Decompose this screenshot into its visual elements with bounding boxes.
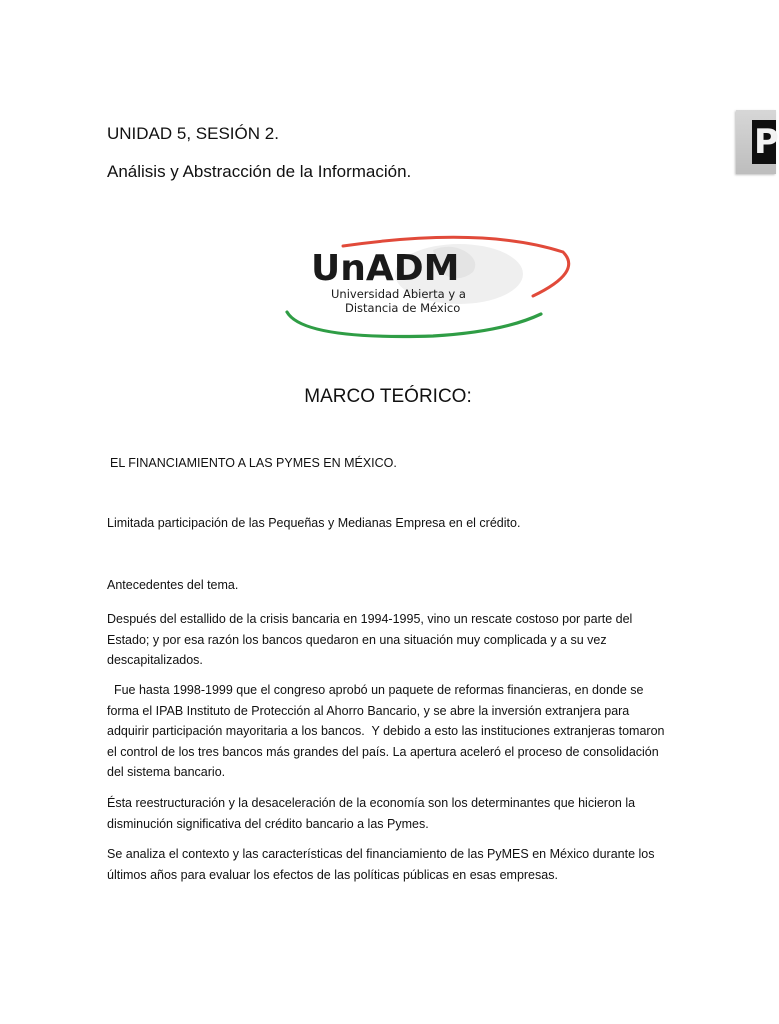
side-tab[interactable] (736, 110, 779, 174)
logo-line-2: Distancia de México (345, 301, 461, 315)
paragraph: Fue hasta 1998-1999 que el congreso aprobó un paquete de reformas financieras, en donde se forma el IPAB Instituto de Protección al Ahorro Bancario, y se abre la inversión extranjera para adquirir participación mayoritaria a los bancos. Y debido a esto las instituciones extranjeras tomaron el control de los tres bancos más grandes del país. La apertura aceleró el proceso de consolidación del sistema bancario. (107, 683, 668, 779)
subject-title: Análisis y Abstracción de la Información. (107, 162, 412, 181)
topic-title: EL FINANCIAMIENTO A LAS PYMES EN MÉXICO. (110, 456, 397, 470)
subtopic-title: Limitada participación de las Pequeñas y Medianas Empresa en el crédito. (107, 516, 521, 530)
paragraph: Ésta reestructuración y la desaceleración de la economía son los determinantes que hicieron la disminución significativa del crédito bancario a las Pymes. (107, 796, 636, 831)
paragraph: Se analiza el contexto y las características del financiamiento de las PyMES en México durante los últimos años para evaluar los efectos de las políticas públicas en esas empresas. (107, 847, 655, 882)
side-tab-letter: P (754, 122, 779, 162)
logo-wordmark: UnADM (311, 248, 460, 289)
unadm-logo (283, 232, 577, 344)
antecedentes-title: Antecedentes del tema. (107, 578, 239, 592)
unit-title: UNIDAD 5, SESIÓN 2. (107, 124, 279, 143)
section-heading: MARCO TEÓRICO: (304, 386, 472, 407)
logo-line-1: Universidad Abierta y a (331, 287, 466, 301)
paragraph: Después del estallido de la crisis bancaria en 1994-1995, vino un rescate costoso por parte del Estado; y por esa razón los bancos quedaron en una situación muy complicada y a su vez descapitalizados. (107, 612, 633, 667)
